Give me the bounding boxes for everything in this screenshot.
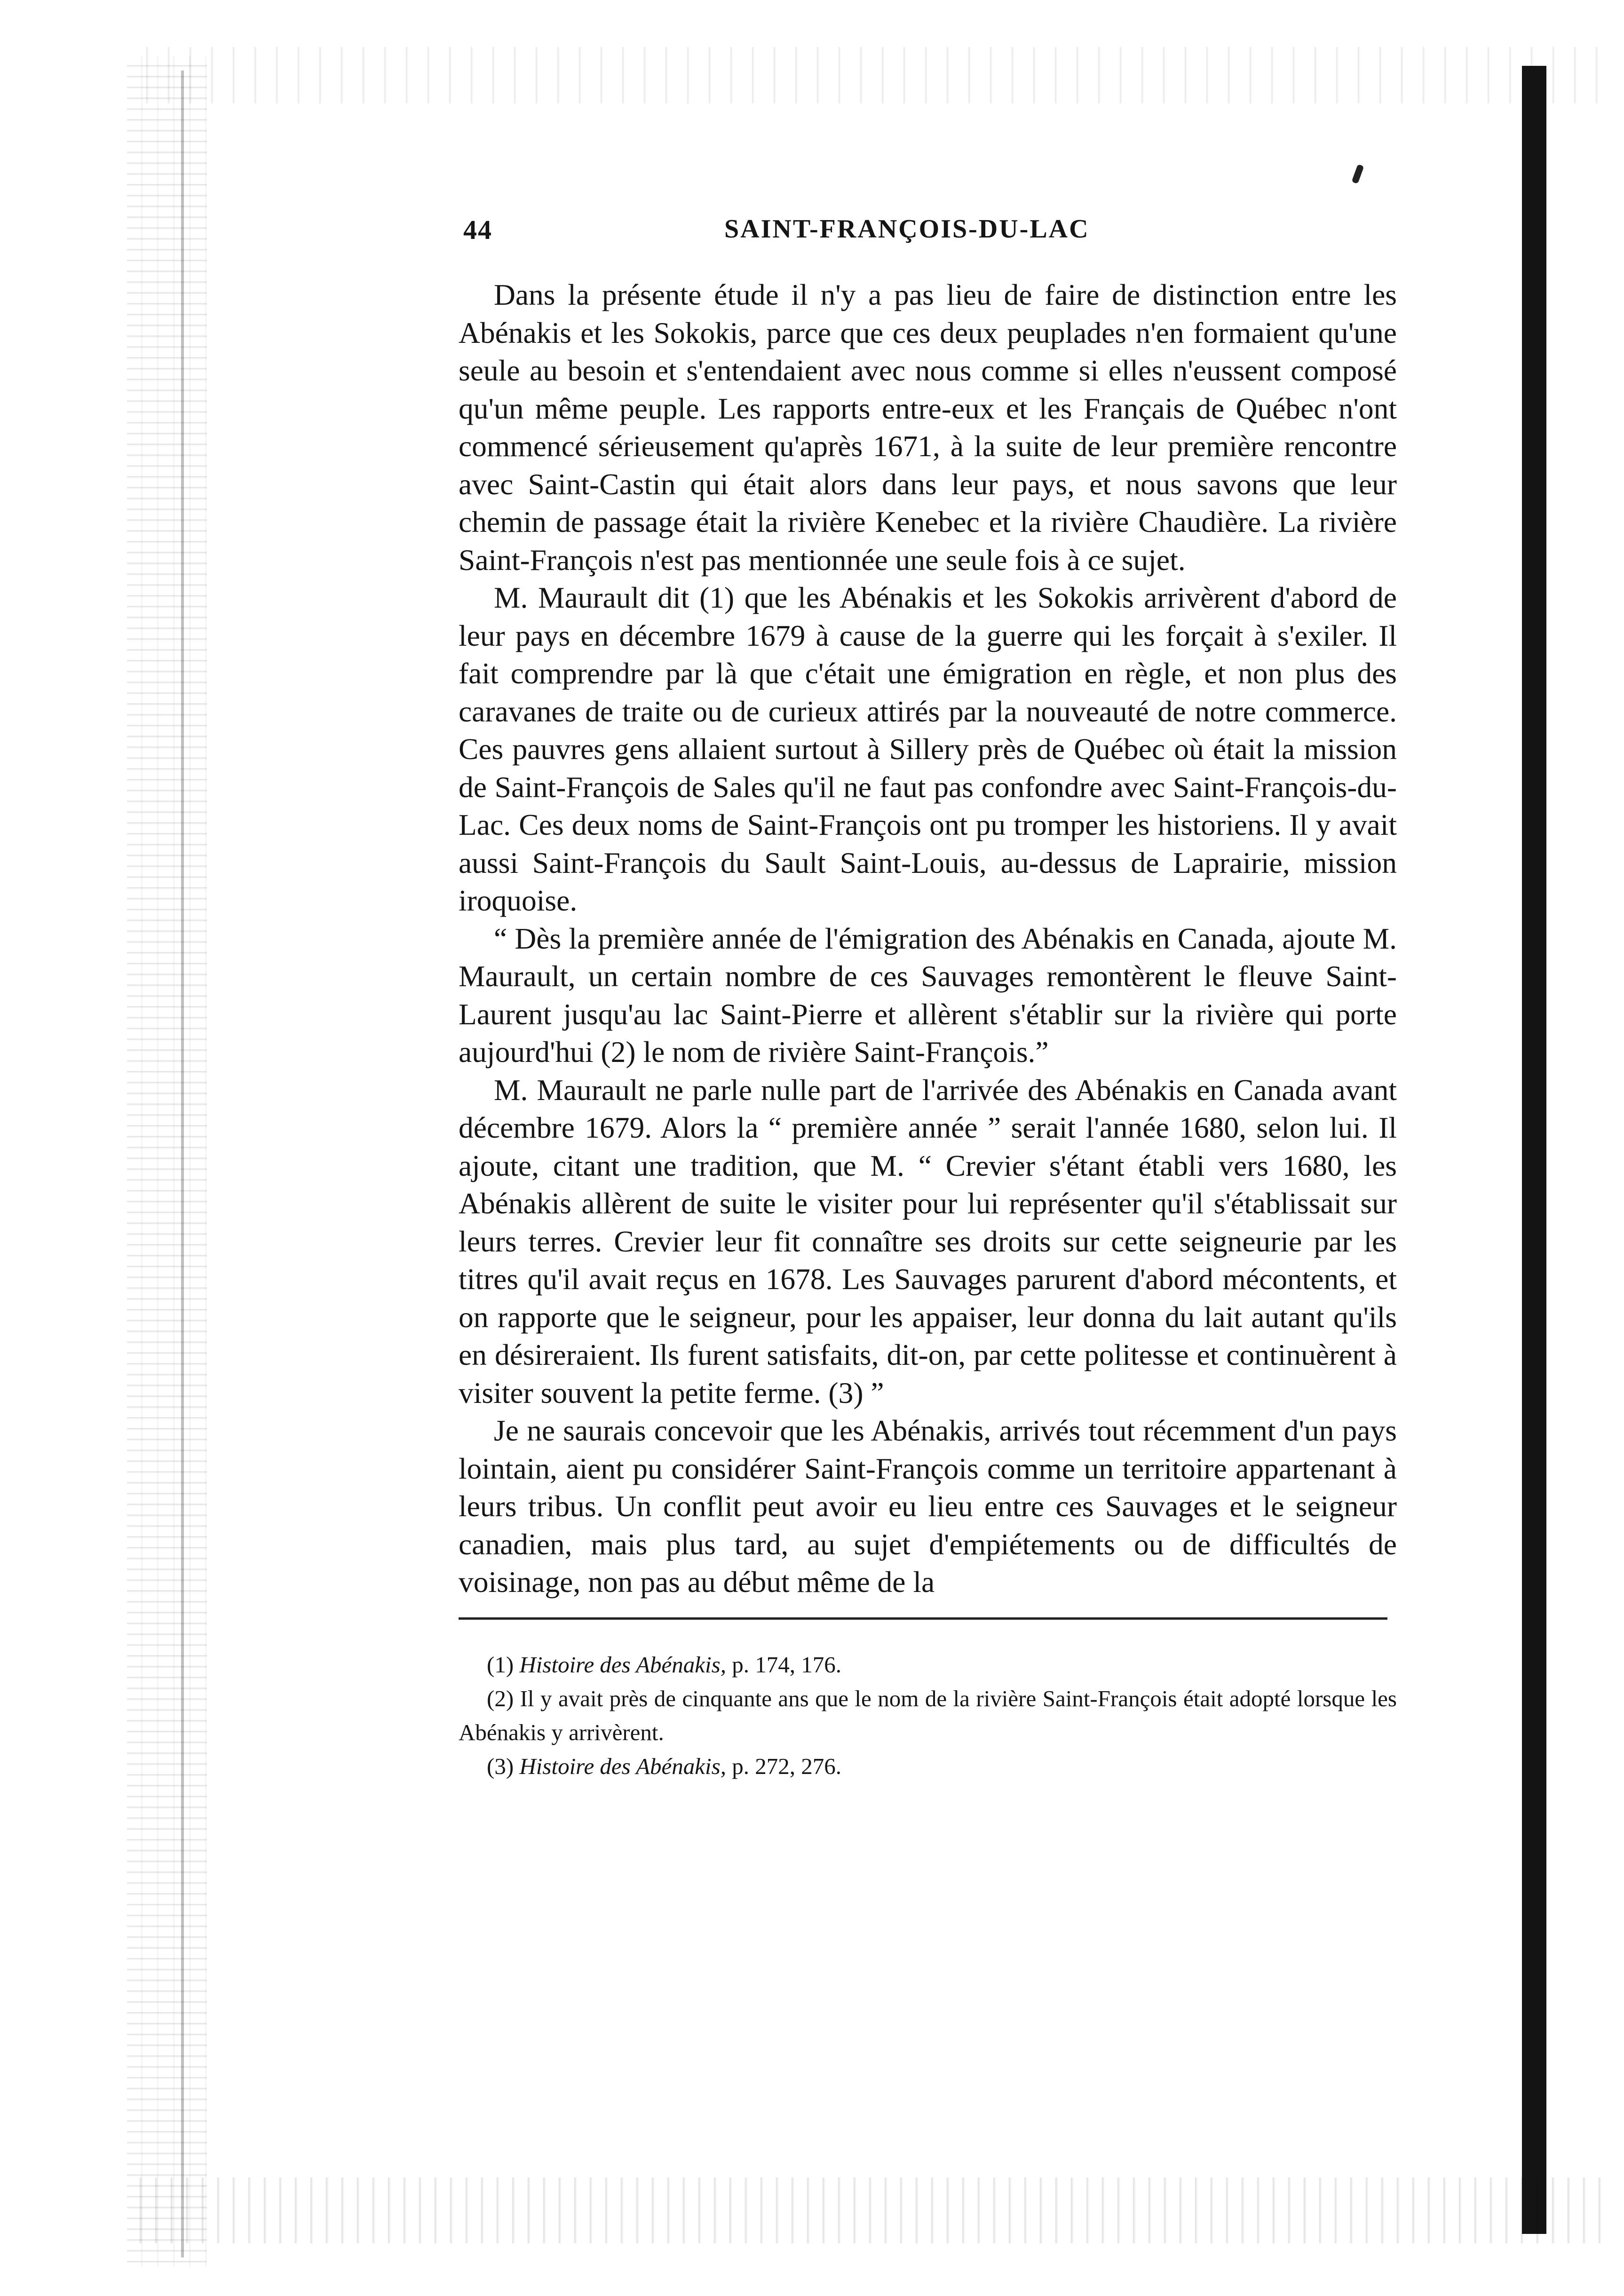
footnote-marker: (2) [487,1685,514,1711]
scan-left-edge [127,56,207,2267]
footnote-divider [459,1617,1387,1620]
scan-right-edge-bar [1522,66,1546,2234]
running-title: SAINT-FRANÇOIS-DU-LAC [724,214,1090,244]
paragraph: M. Maurault ne parle nulle part de l'arrivée des Abénakis en Canada avant décembre 1679. Alors la “ première année ” serait l'année 1680, selon lui. Il ajoute, citant une tradition, que M. “ Crevier s'étant établi vers 1680, les Abénakis allèrent de suite le visiter pour lui représenter qu'il s'établissait sur leurs terres. Crevier leur fit connaître ses droits sur cette seigneurie par les titres qu'il avait reçus en 1678. Les Sauvages parurent d'abord mécontents, et on rapporte que le seigneur, pour les appaiser, leur donna du lait autant qu'ils en désireraient. Ils furent satisfaits, dit-on, par cette politesse et continuèrent à visiter souvent la petite ferme. (3) ” [459,1073,1397,1409]
footnote [459,1648,1397,1682]
footnote [459,1682,1397,1750]
scan-top-noise [127,47,1608,103]
footnote [459,1750,1397,1783]
paragraph: “ Dès la première année de l'émigration des Abénakis en Canada, ajoute M. Maurault, un certain nombre de ces Sauvages remontèrent le fleuve Saint-Laurent jusqu'au lac Saint-Pierre et allèrent s'établir sur la rivière qui porte aujourd'hui (2) le nom de rivière Saint-François.” [459,921,1397,1069]
paragraph: M. Maurault dit (1) que les Abénakis et les Sokokis arrivèrent d'abord de leur pays en décembre 1679 à cause de la guerre qui les forçait à s'exiler. Il fait comprendre par là que c'était une émigration en règle, et non plus des caravanes de traite ou de curieux attirés par la nouveauté de notre commerce. Ces pauvres gens allaient surtout à Sillery près de Québec où était la mission de Saint-François de Sales qu'il ne faut pas confondre avec Saint-François-du-Lac. Ces deux noms de Saint-François ont pu tromper les historiens. Il y avait aussi Saint-François du Sault Saint-Louis, au-dessus de Laprairie, mission iroquoise. [459,581,1397,917]
page-number: 44 [463,214,492,245]
footnote-text: Il y avait près de cinquante ans que le nom de la rivière Saint-François était adopté lorsque les Abénakis y arrivèrent. [459,1685,1397,1745]
body-text [459,276,1397,1601]
footnote-marker: (1) [487,1651,514,1678]
book-page [459,214,1397,1783]
footnote-title: Histoire des Abénakis, [519,1753,726,1779]
ink-mark [1352,164,1364,184]
paragraph: Je ne saurais concevoir que les Abénakis, arrivés tout récemment d'un pays lointain, aient pu considérer Saint-François comme un territoire appartenant à leurs tribus. Un conflit peut avoir eu lieu entre ces Sauvages et le seigneur canadien, mais plus tard, au sujet d'empiétements ou de difficultés de voisinage, non pas au début même de la [459,1414,1397,1599]
paragraph: Dans la présente étude il n'y a pas lieu de faire de distinction entre les Abénakis et les Sokokis, parce que ces deux peuplades n'en formaient qu'une seule au besoin et s'entendaient avec nous comme si elles n'eussent composé qu'un même peuple. Les rapports entre-eux et les Français de Québec n'ont commencé sérieusement qu'après 1671, à la suite de leur première rencontre avec Saint-Castin qui était alors dans leur pays, et nous savons que leur chemin de passage était la rivière Kenebec et la rivière Chaudière. La rivière Saint-François n'est pas mentionnée une seule fois à ce sujet. [459,278,1397,577]
scan-left-binding-line [181,71,184,2257]
footnote-title: Histoire des Abénakis, [519,1651,726,1678]
page-header [459,214,1397,252]
scan-bottom-noise [127,2177,1608,2243]
footnote-marker: (3) [487,1753,514,1779]
footnote-text: p. 272, 276. [726,1753,841,1779]
footnote-text: p. 174, 176. [726,1651,841,1678]
footnotes [459,1648,1397,1783]
